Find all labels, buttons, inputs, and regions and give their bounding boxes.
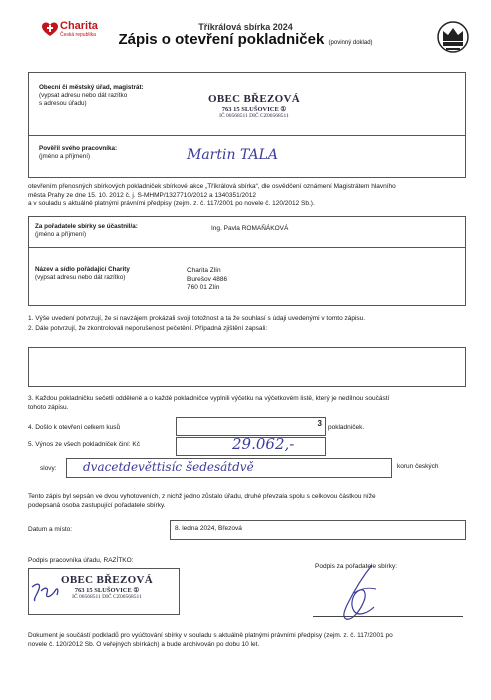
intro-line-2: města Prahy ze dne 15. 10. 2012 č. j. S-MHMP/1327710/2012 a 1340351/2012: [28, 191, 257, 199]
office-hint-1: (vypsat adresu nebo dát razítko: [39, 92, 128, 99]
stamp-address: 763 15 SLUŠOVICE ①: [221, 106, 287, 113]
point-3: [28, 395, 468, 412]
office-handwritten-signature: [29, 577, 69, 607]
stamp-address: 763 15 SLUŠOVICE ①: [74, 587, 140, 594]
amount-field[interactable]: [176, 437, 326, 456]
charity-line-3: 760 01 Zlín: [187, 284, 220, 291]
stamp-name: OBEC BŘEZOVÁ: [208, 93, 300, 105]
count-field[interactable]: [176, 417, 326, 436]
count-value: 3: [317, 419, 322, 428]
footer-note: [28, 632, 468, 649]
stamp-ids: IČ 00568511 DIČ CZ00568511: [219, 113, 289, 119]
worker-label: Pověřil svého pracovníka:: [39, 145, 118, 152]
charity-hint: (vypsat adresu nebo dát razítko): [35, 274, 126, 281]
words-value: dvacetdevěttisíc šedesátdvě: [83, 460, 254, 474]
charity-line-1: Charita Zlín: [187, 267, 221, 274]
count-unit: pokladniček.: [328, 424, 365, 431]
charity-line-2: Burešov 4886: [187, 275, 228, 283]
office-hint-2: s adresou úřadu): [39, 100, 87, 107]
worker-label-block: [39, 145, 189, 161]
office-signature-field[interactable]: [28, 568, 180, 615]
organizer-handwritten-signature: [334, 563, 384, 623]
footer-line-2: novele č. 120/2012 Sb. O veřejných sbírkách) a bude archivován po dobu 10 let.: [28, 640, 260, 648]
intro-text: [28, 183, 468, 209]
office-stamp: [184, 93, 324, 119]
office-signature-label: Podpis pracovníka úřadu, RAZÍTKO:: [28, 557, 134, 564]
stamp-ids: IČ 00568511 DIČ CZ00568511: [72, 594, 142, 600]
closing-line-1: Tento zápis byl sepsán ve dvou vyhotoveních, z nichž jedno zůstalo úřadu, druhé převzala spolu s celkovou částkou níže: [28, 493, 376, 500]
date-label: Datum a místo:: [28, 526, 73, 533]
point-3-line-1: 3. Každou pokladničku sečetli odděleně a o každé pokladničce vyplnili výčetku na výčetkovém listě, který je nedílnou součástí: [28, 395, 390, 402]
divider: [29, 135, 465, 136]
words-field[interactable]: [66, 458, 392, 478]
charita-subtitle: Česká republika: [60, 32, 96, 38]
collection-subtitle: Tříkrálová sbírka 2024: [198, 22, 293, 32]
amount-value: 29.062,-: [232, 435, 295, 453]
point-3-line-2: tohoto zápisu.: [28, 403, 69, 411]
words-unit: korun českých: [397, 463, 439, 470]
charity-address: [187, 267, 227, 293]
title-note: (povinný doklad): [328, 40, 373, 46]
footer-line-1: Dokument je součástí podkladů pro vyúčtování sbírky v souladu s aktuálně platnými právními předpisy (zejm. z. č. 117/2001 po: [28, 632, 393, 639]
closing-line-2: podepsaná osoba zastupující pořadatele sbírky.: [28, 501, 166, 509]
page-title: [0, 31, 491, 48]
organizer-label-block: [35, 223, 195, 239]
charity-label: Název a sídlo pořádající Charity: [35, 266, 130, 273]
point-5-label: 5. Výnos ze všech pokladniček činí: Kč: [28, 441, 141, 448]
date-value: 8. ledna 2024, Březová: [175, 525, 242, 532]
organizer-signature-label: Podpis za pořadatele sbírky:: [315, 563, 398, 570]
charity-label-block: [35, 266, 195, 282]
office-label: Obecní či městský úřad, magistrát:: [39, 84, 144, 91]
findings-field[interactable]: [28, 347, 466, 387]
charita-name: Charita: [60, 20, 98, 32]
point-4-label: 4. Došlo k otevření celkem kusů: [28, 424, 121, 431]
office-section: [28, 72, 466, 178]
stamp-name: OBEC BŘEZOVÁ: [61, 574, 153, 586]
worker-hint: (jméno a příjmení): [39, 153, 91, 160]
divider: [29, 247, 465, 248]
organizer-hint: (jméno a příjmení): [35, 231, 87, 238]
organizer-signature-line: [313, 616, 463, 617]
words-label: slovy:: [40, 465, 57, 472]
organizer-section: [28, 216, 466, 306]
date-field[interactable]: [170, 520, 466, 540]
point-2: 2. Dále potvrzují, že zkontrolovali neporušenost pečetění. Případná zjištění zapsali:: [28, 325, 268, 332]
worker-signature: Martin TALA: [187, 147, 279, 163]
organizer-name: Ing. Pavla ROMAŇÁKOVÁ: [211, 225, 289, 232]
title-text: Zápis o otevření pokladniček: [118, 31, 325, 48]
intro-line-1: otevřením přenosných sbírkových pokladniček sbírkové akce „Tříkrálová sbírka“, dle osvědčení oznámení Magistrátem hlavního: [28, 183, 396, 190]
closing-text: [28, 493, 468, 510]
office-label-block: [39, 84, 189, 108]
point-1: 1. Výše uvedení potvrzují, že si navzájem prokázali svoji totožnost a ta že souhlasí s údaji uvedenými v tomto zápisu.: [28, 315, 366, 322]
organizer-label: Za pořadatele sbírky se účastnil/a:: [35, 223, 138, 230]
intro-line-3: a v souladu s aktuálně platnými právními předpisy (zejm. z. č. 117/2001 po novele č. 120/2012 Sb.).: [28, 200, 315, 207]
